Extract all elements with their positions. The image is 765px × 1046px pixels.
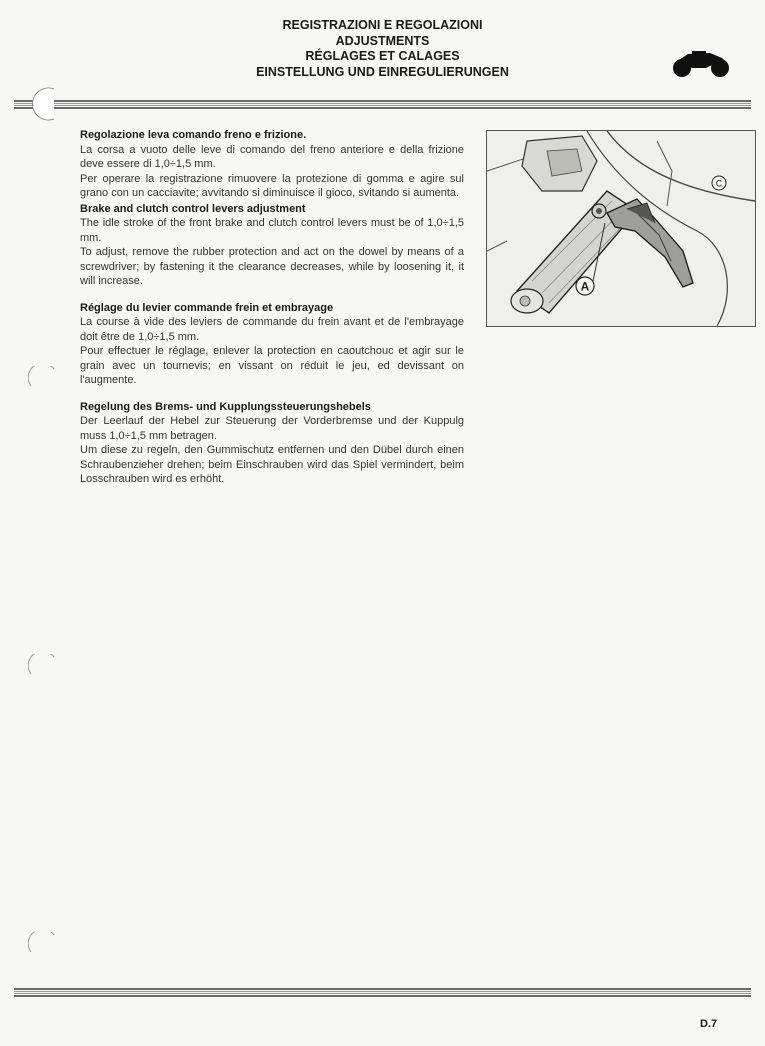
section-title: Réglage du levier commande frein et embrayage (80, 301, 334, 314)
punch-hole-3 (28, 654, 56, 684)
section-french (80, 301, 464, 388)
section-title: Brake and clutch control levers adjustment (80, 202, 306, 215)
punch-hole-2 (28, 366, 56, 396)
header-line-3: RÉGLAGES ET CALAGES (305, 49, 460, 63)
instructions-text (80, 128, 464, 496)
paragraph: Pour effectuer le réglage, enlever la protection en caoutchouc et agir sur le grain avec un tournevis; en vissant on réduit le jeu, ed devissant on l'augmente. (80, 345, 464, 386)
section-italian (80, 128, 464, 201)
paragraph: Per operare la registrazione rimuovere la protezione di gomma e agire sul grano con un cacciavite; avvitando si diminuisce il gioco, svitando si aumenta. (80, 172, 464, 199)
paragraph: The idle stroke of the front brake and clutch control levers must be of 1,0÷1,5 mm. (80, 217, 464, 244)
page-number: D.7 (700, 1018, 718, 1030)
footer-divider (14, 988, 751, 997)
punch-hole-4 (28, 932, 56, 962)
figure-label-a: A (580, 279, 590, 294)
figure-label-c: C (715, 178, 723, 189)
page-header (200, 18, 565, 80)
section-title: Regolazione leva comando freno e frizione. (80, 129, 307, 141)
paragraph: La course à vide des leviers de commande du frein avant et de l'embrayage doit être de 1,0÷1,5 mm. (80, 316, 464, 343)
header-line-2: ADJUSTMENTS (335, 33, 430, 48)
paragraph: Um diese zu regeln, den Gummischutz entfernen und den Dübel durch einen Schraubenzieher drehen; beim Einschrauben wird das Spiel vermindert, beim Losschrauben wird es erhöht. (80, 444, 464, 485)
brake-lever-figure (486, 130, 756, 327)
section-german (80, 400, 464, 487)
paragraph: Der Leerlauf der Hebel zur Steuerung der Vorderbremse und der Kuppulg muss 1,0÷1,5 mm betragen. (80, 415, 464, 442)
header-divider (14, 100, 751, 109)
paragraph: To adjust, remove the rubber protection and act on the dowel by means of a screwdriver; by fastening it the clearance decreases, while by loosening it, it will increase. (80, 246, 464, 287)
paragraph: La corsa a vuoto delle leve di comando del freno anteriore e della frizione deve essere di 1,0÷1,5 mm. (80, 143, 464, 170)
section-english (80, 202, 464, 289)
motorcycle-icon (670, 48, 732, 78)
header-line-4: EINSTELLUNG UND EINREGULIERUNGEN (256, 64, 509, 79)
header-line-1: REGISTRAZIONI E REGOLAZIONI (282, 18, 483, 32)
punch-hole-1 (22, 86, 56, 122)
section-title: Regelung des Brems- und Kupplungssteuerungshebels (80, 400, 371, 413)
